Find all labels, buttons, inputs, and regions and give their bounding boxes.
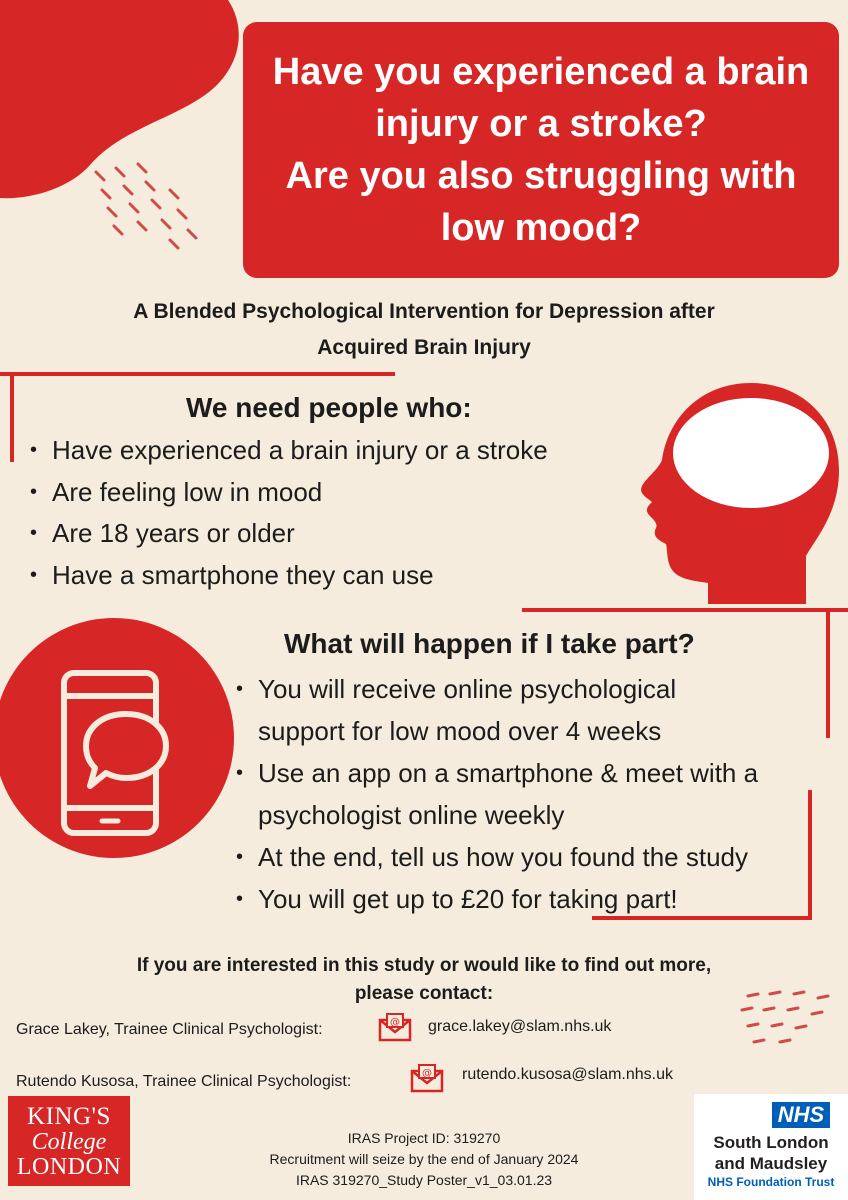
contact-email[interactable]: grace.lakey@slam.nhs.uk xyxy=(428,1018,612,1035)
footer-line: Recruitment will seize by the end of January 2024 xyxy=(269,1151,579,1167)
list-item: • Have experienced a brain injury or a stroke xyxy=(30,430,548,472)
list-item: • Are feeling low in mood xyxy=(30,472,548,514)
list-item xyxy=(236,878,758,920)
list-item-line: At the end, tell us how you found the study xyxy=(258,842,748,872)
headline-line: low mood? xyxy=(440,207,642,249)
divider-line xyxy=(808,790,812,920)
smartphone-chat-icon xyxy=(0,618,234,858)
list-item xyxy=(236,836,758,878)
divider-line xyxy=(522,608,848,612)
list-item-line: Use an app on a smartphone & meet with a xyxy=(258,758,759,788)
headline-line: Are you also struggling with xyxy=(285,155,797,197)
svg-text:@: @ xyxy=(422,1068,432,1079)
participation-list xyxy=(236,668,758,920)
decorative-dashes xyxy=(88,160,218,255)
head-silhouette-icon xyxy=(636,378,842,604)
contact-heading-line: If you are interested in this study or would like to find out more, xyxy=(136,955,712,976)
nhs-logo xyxy=(694,1094,848,1200)
contact-heading-line: please contact: xyxy=(354,983,494,1004)
participation-heading: What will happen if I take part? xyxy=(284,628,695,659)
list-item: • Are 18 years or older xyxy=(30,513,548,555)
list-item-line: You will receive online psychological xyxy=(258,674,677,704)
eligibility-list xyxy=(30,430,548,596)
nhs-trust-name: South London xyxy=(713,1133,829,1152)
decorative-dashes xyxy=(738,988,842,1050)
nhs-trust-subtitle: NHS Foundation Trust xyxy=(707,1175,835,1189)
email-icon xyxy=(378,1012,412,1042)
contact-name: Grace Lakey, Trainee Clinical Psychologist: xyxy=(16,1021,323,1038)
divider-line xyxy=(10,372,14,462)
email-icon xyxy=(410,1063,444,1093)
list-item xyxy=(236,668,758,752)
headline-line: Have you experienced a brain xyxy=(272,51,810,93)
list-item: • Have a smartphone they can use xyxy=(30,555,548,597)
divider-line xyxy=(826,608,830,738)
contact-name: Rutendo Kusosa, Trainee Clinical Psychologist: xyxy=(16,1073,352,1090)
kcl-logo-line: LONDON xyxy=(16,1154,122,1180)
nhs-badge: NHS xyxy=(772,1102,830,1128)
study-title-line: A Blended Psychological Intervention for Depression after xyxy=(133,300,715,323)
contact-heading xyxy=(0,952,848,1008)
divider-line xyxy=(0,372,395,376)
list-item-line: psychologist online weekly xyxy=(258,800,565,830)
list-item-line: You will get up to £20 for taking part! xyxy=(258,884,678,914)
list-item-line: support for low mood over 4 weeks xyxy=(258,716,662,746)
footer-line: IRAS Project ID: 319270 xyxy=(347,1130,501,1146)
footer-line: IRAS 319270_Study Poster_v1_03.01.23 xyxy=(295,1172,553,1188)
list-item xyxy=(236,752,758,836)
headline-box xyxy=(243,22,839,278)
headline-line: injury or a stroke? xyxy=(375,103,707,145)
eligibility-heading: We need people who: xyxy=(186,392,472,423)
kcl-logo-line: College xyxy=(31,1129,107,1155)
nhs-trust-name: and Maudsley xyxy=(714,1154,828,1173)
contact-email[interactable]: rutendo.kusosa@slam.nhs.uk xyxy=(462,1066,674,1083)
study-title xyxy=(0,294,848,366)
kcl-logo-line: KING'S xyxy=(27,1103,111,1130)
study-title-line: Acquired Brain Injury xyxy=(317,336,531,359)
svg-text:@: @ xyxy=(390,1017,400,1028)
